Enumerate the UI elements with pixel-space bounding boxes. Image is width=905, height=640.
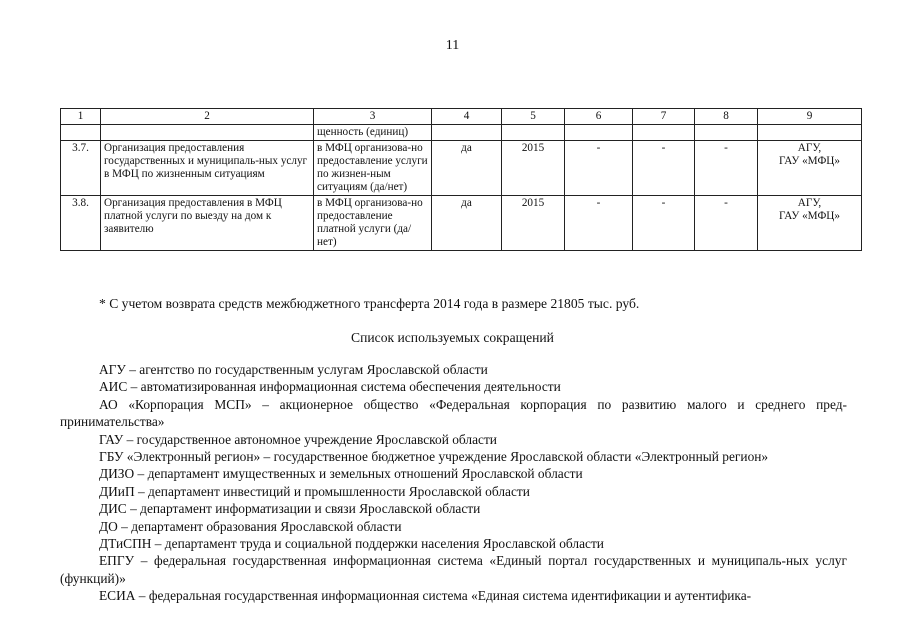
abbreviations-title: Список используемых сокращений (351, 330, 554, 345)
abbreviation-item: ДИЗО – департамент имущественных и земельных отношений Ярославской области (99, 466, 583, 482)
responsible-line: ГАУ «МФЦ» (779, 210, 840, 222)
value-cell: - (565, 141, 633, 196)
value-cell: да (432, 196, 502, 251)
abbreviation-item: АИС – автоматизированная информационная система обеспечения деятельности (99, 379, 561, 395)
abbreviation-item: ГАУ – государственное автономное учреждение Ярославской области (99, 431, 497, 447)
header-cell: 8 (695, 109, 758, 125)
year-cell: 2015 (502, 196, 565, 251)
responsible-line: ГАУ «МФЦ» (779, 155, 840, 167)
measure-name: Организация предоставления в МФЦ платной услуги по выезду на дом к заявителю (101, 196, 314, 251)
header-cell: 4 (432, 109, 502, 125)
header-cell: 1 (61, 109, 101, 125)
row-number: 3.8. (61, 196, 101, 251)
abbreviations-list (60, 361, 847, 605)
page-number: 11 (445, 38, 460, 53)
table-header-row (61, 109, 862, 125)
abbreviation-item: ДИиП – департамент инвестиций и промышленности Ярославской области (99, 483, 530, 499)
value-cell: - (695, 141, 758, 196)
header-cell: 3 (314, 109, 432, 125)
header-cell: 7 (633, 109, 695, 125)
responsible-cell (758, 141, 862, 196)
year-cell: 2015 (502, 141, 565, 196)
measure-name: Организация предоставления государственных и муниципаль-ных услуг в МФЦ по жизненным ситуациям (101, 141, 314, 196)
header-cell: 2 (101, 109, 314, 125)
indicator-cell: в МФЦ организова-но предоставление платной услуги (да/нет) (314, 196, 432, 251)
abbreviation-item: ЕСИА – федеральная государственная информационная система «Единая система идентификации и аутентифика- (99, 588, 752, 604)
abbreviation-item: ДИС – департамент информатизации и связи Ярославской области (99, 501, 481, 517)
abbreviation-item: ДО – департамент образования Ярославской области (99, 518, 402, 534)
indicator-cell: щенность (единиц) (314, 125, 432, 141)
header-cell: 9 (758, 109, 862, 125)
value-cell: - (695, 196, 758, 251)
table-row (61, 141, 862, 196)
value-cell: - (565, 196, 633, 251)
abbreviation-item: АО «Корпорация МСП» – акционерное общество «Федеральная корпорация по развитию малого и среднего пред-принимательства» (60, 396, 847, 430)
header-cell: 5 (502, 109, 565, 125)
row-number: 3.7. (61, 141, 101, 196)
abbreviation-item: ДТиСПН – департамент труда и социальной поддержки населения Ярославской области (99, 536, 604, 552)
table-row-continuation (61, 125, 862, 141)
responsible-line: АГУ, (797, 142, 822, 154)
abbreviation-item: ГБУ «Электронный регион» – государственное бюджетное учреждение Ярославской области «Электронный регион» (99, 449, 769, 465)
header-cell: 6 (565, 109, 633, 125)
responsible-line: АГУ, (797, 197, 822, 209)
measures-table (60, 108, 862, 251)
abbreviation-item: АГУ – агентство по государственным услугам Ярославской области (99, 362, 488, 377)
value-cell: - (633, 141, 695, 196)
indicator-cell: в МФЦ организова-но предоставление услуги по жизнен-ным ситуациям (да/нет) (314, 141, 432, 196)
value-cell: - (633, 196, 695, 251)
abbreviation-item: ЕПГУ – федеральная государственная информационная система «Единый портал государственных и муниципаль-ных услуг (функций)» (60, 553, 847, 586)
table-row (61, 196, 862, 251)
responsible-cell (758, 196, 862, 251)
footnote: * С учетом возврата средств межбюджетного трансферта 2014 года в размере 21805 тыс. руб. (99, 296, 640, 311)
value-cell: да (432, 141, 502, 196)
